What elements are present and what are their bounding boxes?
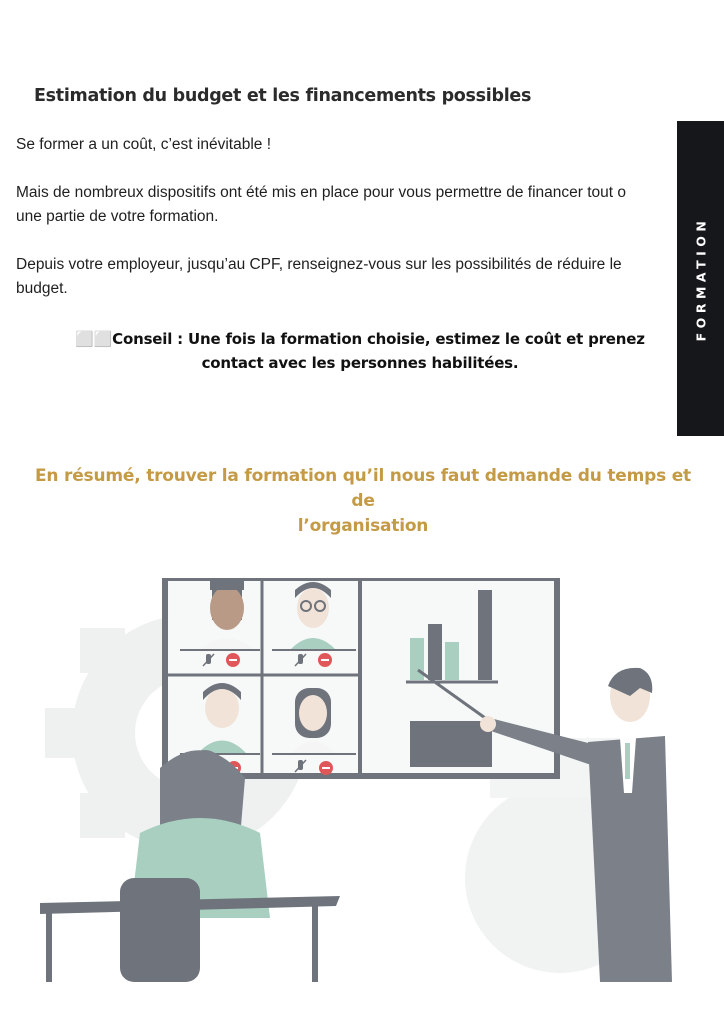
advice-callout: [60, 327, 660, 375]
paragraph-cost: [16, 133, 676, 157]
summary-heading: [30, 464, 696, 539]
paragraph-line: Mais de nombreux dispositifs ont été mis en place pour vous permettre de financer tout o: [16, 184, 626, 201]
section-heading: Estimation du budget et les financements possibles: [34, 86, 532, 106]
hang-up-icon: [319, 761, 333, 775]
advice-line: ⬜⬜Conseil : Une fois la formation choisie, estimez le coût et prenez: [75, 330, 645, 348]
side-tab-label: FORMATION: [693, 216, 708, 341]
hang-up-icon: [226, 653, 240, 667]
paragraph-line: budget.: [16, 280, 68, 297]
paragraph-line: une partie de votre formation.: [16, 208, 219, 225]
paragraph-line: Depuis votre employeur, jusqu’au CPF, renseignez-vous sur les possibilités de réduire le: [16, 256, 622, 273]
hang-up-icon: [318, 653, 332, 667]
paragraph-funding: [16, 181, 676, 229]
side-tab: [677, 121, 724, 436]
paragraph-employer: [16, 253, 676, 301]
summary-line: l’organisation: [297, 516, 429, 536]
advice-line: contact avec les personnes habilitées.: [201, 354, 519, 372]
video-conference-illustration: [40, 578, 672, 982]
summary-line: En résumé, trouver la formation qu’il nous faut demande du temps et de: [35, 466, 691, 511]
paragraph-line: Se former a un coût, c’est inévitable !: [16, 136, 272, 153]
